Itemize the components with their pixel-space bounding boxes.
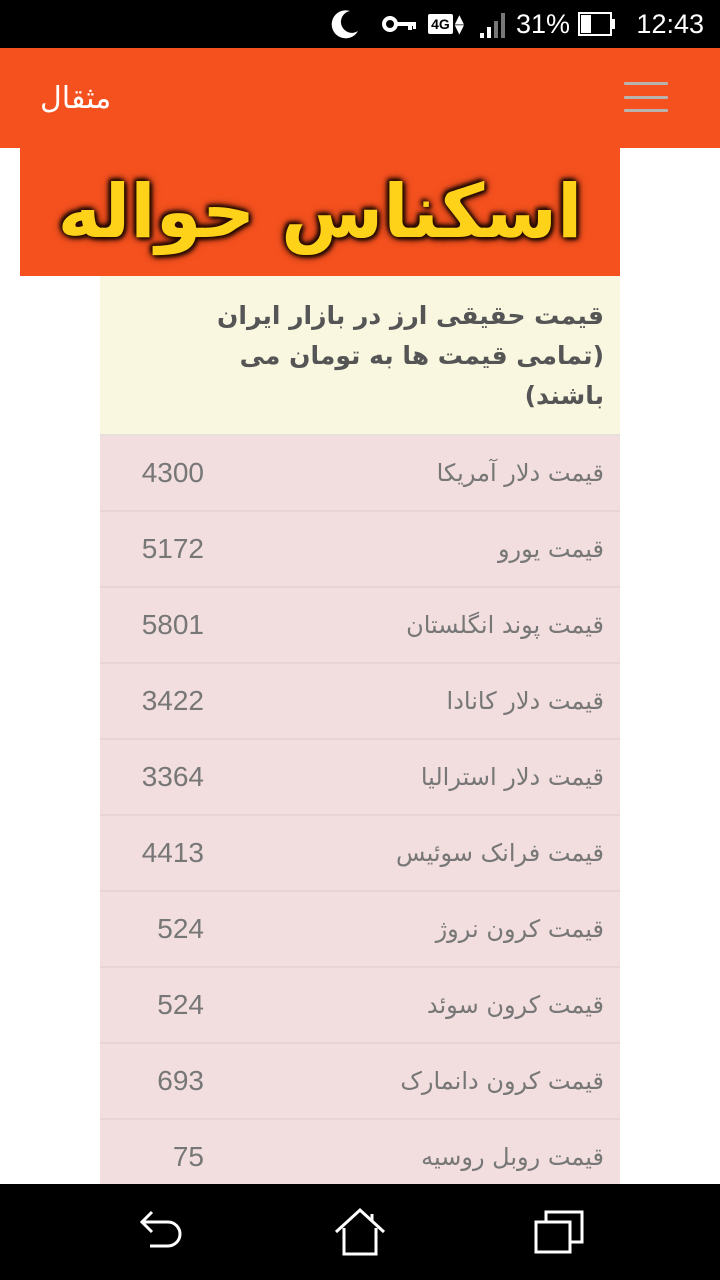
currency-price: 524 <box>157 913 204 944</box>
battery-percent: 31% <box>515 8 570 39</box>
currency-name: قیمت کرون سوئد <box>426 991 604 1019</box>
table-row <box>100 740 620 816</box>
currency-price-table <box>100 276 620 1196</box>
table-row <box>100 512 620 588</box>
currency-price: 3422 <box>141 685 204 716</box>
moon-icon <box>328 0 362 48</box>
home-icon[interactable] <box>330 1202 390 1262</box>
table-row <box>100 664 620 740</box>
currency-name: قیمت دلار کانادا <box>446 687 604 715</box>
currency-name: قیمت دلار آمریکا <box>436 459 604 487</box>
currency-name: قیمت فرانک سوئیس <box>396 839 604 867</box>
currency-price: 3364 <box>141 761 204 792</box>
currency-price: 4300 <box>141 457 204 488</box>
app-bar <box>0 48 720 148</box>
currency-name: قیمت دلار استرالیا <box>420 763 604 791</box>
back-icon[interactable] <box>130 1202 190 1262</box>
table-row <box>100 816 620 892</box>
hamburger-menu-icon[interactable] <box>624 82 668 112</box>
currency-name: قیمت کرون نروژ <box>435 915 604 943</box>
network-4g-icon <box>428 0 464 48</box>
table-row <box>100 1044 620 1120</box>
network-label: 4G <box>428 14 453 34</box>
currency-name: قیمت پوند انگلستان <box>406 611 604 639</box>
currency-name: قیمت روبل روسیه <box>421 1143 604 1171</box>
currency-price: 75 <box>172 1141 204 1172</box>
currency-name: قیمت یورو <box>497 535 604 563</box>
currency-price: 693 <box>157 1065 204 1096</box>
app-title: مثقال <box>40 80 112 116</box>
table-row <box>100 436 620 512</box>
table-row <box>100 968 620 1044</box>
currency-name: قیمت کرون دانمارک <box>400 1067 604 1095</box>
currency-price: 5172 <box>141 533 204 564</box>
data-arrows-icon: ▲ ▼ <box>454 12 464 36</box>
table-row <box>100 892 620 968</box>
navigation-bar <box>0 1184 720 1280</box>
status-bar <box>0 0 720 48</box>
currency-price: 5801 <box>141 609 204 640</box>
clock: 12:43 <box>636 8 704 39</box>
battery-icon <box>578 0 618 48</box>
key-icon <box>382 0 418 48</box>
signal-icon <box>478 0 508 48</box>
currency-price: 4413 <box>141 837 204 868</box>
table-row <box>100 588 620 664</box>
recent-apps-icon[interactable] <box>530 1202 590 1262</box>
banner-text: اسکناس حواله <box>57 169 583 255</box>
banner-image <box>20 148 620 276</box>
table-header: قیمت حقیقی ارز در بازار ایران (تمامی قیمت ها به تومان می باشند) <box>100 276 620 436</box>
currency-price: 524 <box>157 989 204 1020</box>
